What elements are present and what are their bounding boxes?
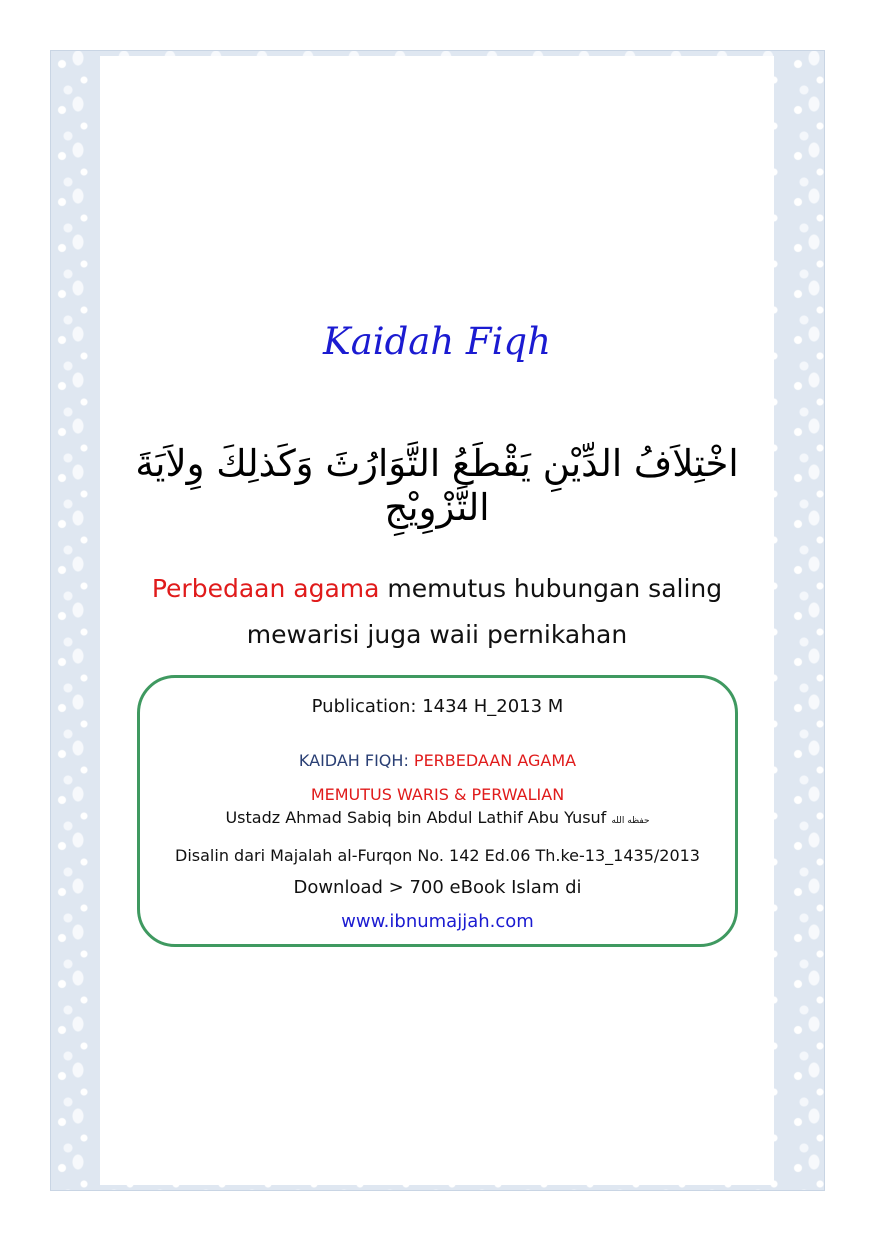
source-citation: Disalin dari Majalah al-Furqon No. 142 Ed.06 Th.ke-13_1435/2013: [175, 846, 700, 865]
book-heading: [140, 751, 735, 770]
download-text: Download > 700 eBook Islam di: [293, 877, 582, 898]
author-honorific: حفظه الله: [611, 816, 650, 826]
heading-colon: :: [403, 751, 414, 770]
heading-prefix: KAIDAH FIQH: [298, 751, 404, 770]
publication-info-box: [137, 675, 738, 947]
publication-date: Publication: 1434 H_2013 M: [311, 696, 564, 717]
subtitle-translation: [100, 566, 774, 658]
website-link[interactable]: www.ibnumajjah.com: [341, 911, 534, 932]
subtitle-line1-rest: memutus hubungan saling: [379, 574, 723, 603]
heading-red-part: PERBEDAAN AGAMA: [413, 751, 577, 770]
author-name: Ustadz Ahmad Sabiq bin Abdul Lathif Abu Yusuf: [225, 808, 607, 827]
cover-page: [100, 56, 774, 1185]
subtitle-line2: mewarisi juga waii pernikahan: [246, 620, 628, 649]
arabic-rule-text: اخْتِلاَفُ الدِّيْنِ يَقْطَعُ التَّوَارُثَ وَكَذلِكَ وِلاَيَةَ التَّزْوِيْجِ: [135, 442, 739, 530]
author-line: [140, 808, 735, 827]
subtitle-highlight: Perbedaan agama: [151, 574, 380, 603]
book-heading-line2: MEMUTUS WARIS & PERWALIAN: [310, 785, 565, 804]
cover-title: Kaidah Fiqh: [323, 320, 551, 363]
